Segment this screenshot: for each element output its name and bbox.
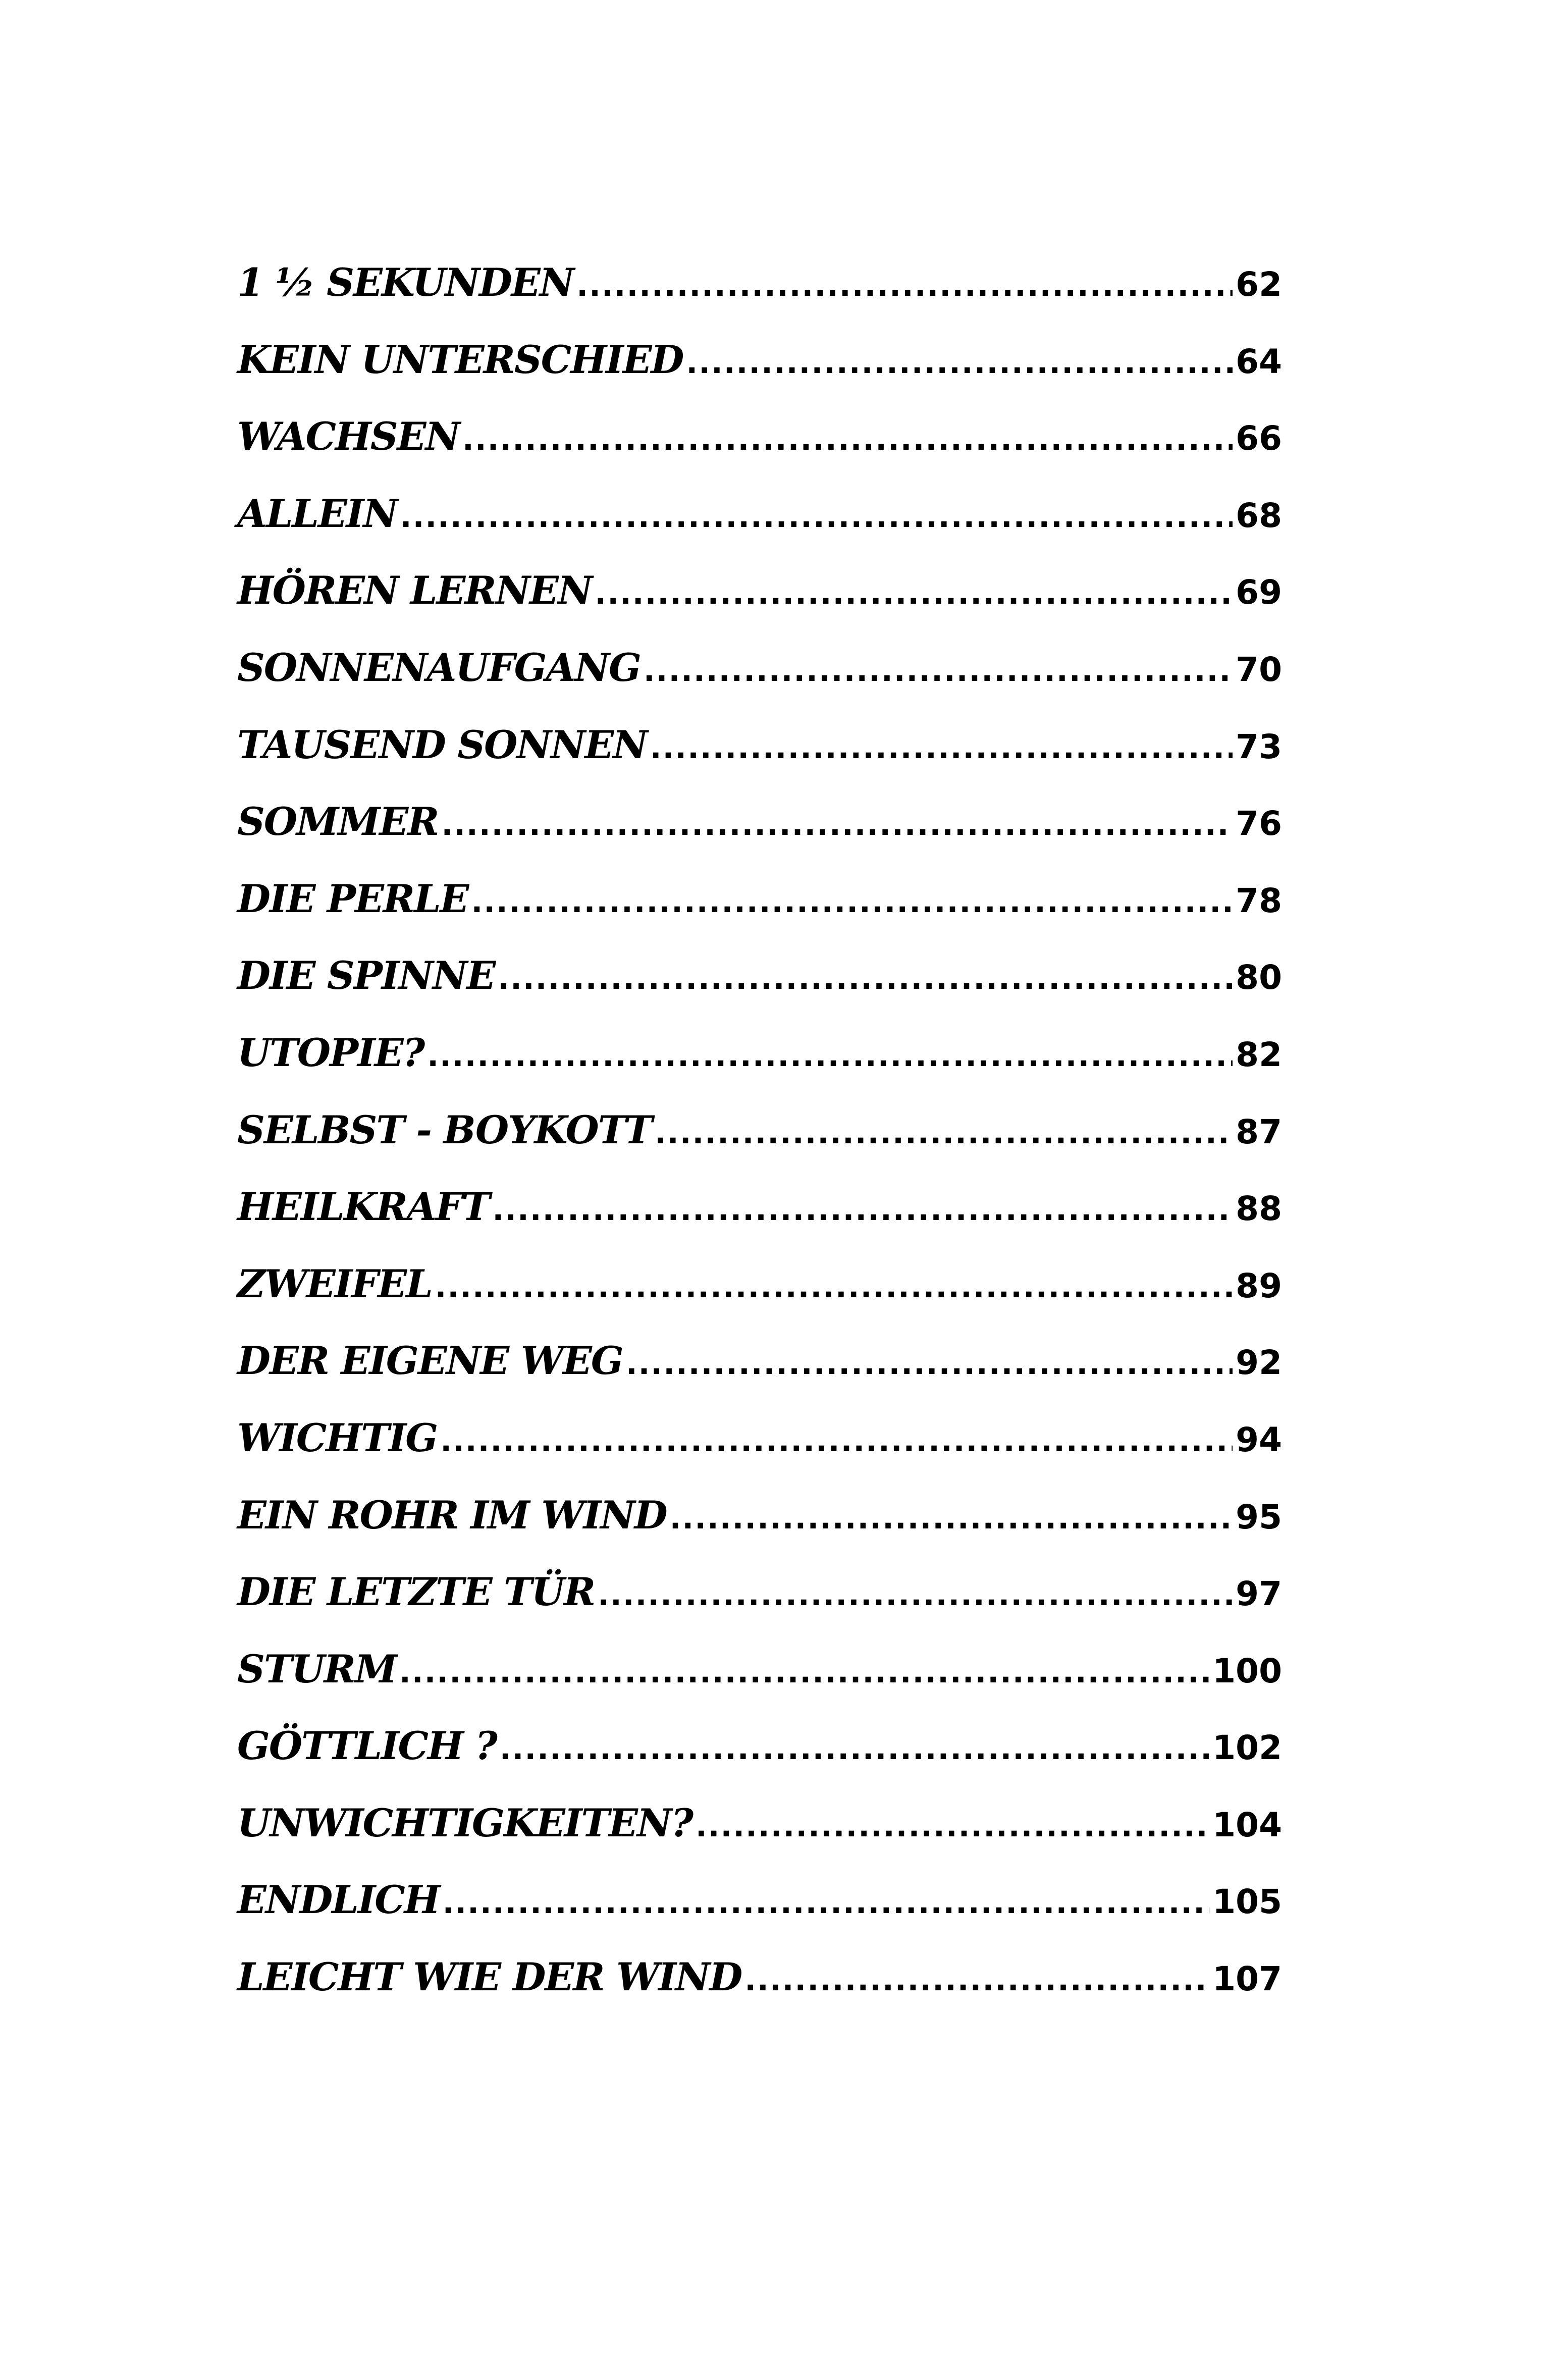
toc-entry[interactable] bbox=[237, 1415, 1282, 1493]
toc-dot-leader bbox=[696, 1809, 1209, 1844]
toc-dot-leader bbox=[441, 807, 1233, 842]
toc-entry[interactable] bbox=[237, 953, 1282, 1030]
table-of-contents bbox=[237, 260, 1282, 2032]
toc-entry-page-number: 89 bbox=[1236, 1266, 1282, 1305]
toc-dot-leader bbox=[686, 345, 1233, 381]
toc-entry-title: UNWICHTIGKEITEN? bbox=[237, 1800, 692, 1845]
toc-entry-page-number: 95 bbox=[1236, 1497, 1282, 1537]
toc-entry-title: EIN ROHR IM WIND bbox=[237, 1492, 667, 1538]
toc-entry-title: ZWEIFEL bbox=[237, 1261, 432, 1306]
toc-entry-page-number: 62 bbox=[1236, 265, 1282, 304]
toc-entry-title: STURM bbox=[237, 1646, 397, 1691]
toc-dot-leader bbox=[427, 1038, 1233, 1074]
toc-dot-leader bbox=[435, 1270, 1233, 1305]
toc-entry-page-number: 68 bbox=[1236, 496, 1282, 535]
toc-entry[interactable] bbox=[237, 1954, 1282, 2032]
toc-entry[interactable] bbox=[237, 337, 1282, 414]
toc-entry[interactable] bbox=[237, 1493, 1282, 1570]
toc-entry[interactable] bbox=[237, 260, 1282, 337]
toc-dot-leader bbox=[650, 730, 1233, 766]
toc-entry-title: 1 ½ SEKUNDEN bbox=[237, 260, 574, 305]
toc-entry[interactable] bbox=[237, 645, 1282, 722]
toc-entry-page-number: 70 bbox=[1236, 650, 1282, 689]
toc-entry[interactable] bbox=[237, 1569, 1282, 1647]
toc-entry[interactable] bbox=[237, 1184, 1282, 1261]
toc-dot-leader bbox=[744, 1963, 1209, 1998]
toc-entry-page-number: 102 bbox=[1212, 1728, 1282, 1768]
toc-entry-page-number: 80 bbox=[1236, 958, 1282, 997]
toc-entry-page-number: 66 bbox=[1236, 419, 1282, 458]
toc-entry-title: KEIN UNTERSCHIED bbox=[237, 337, 683, 382]
toc-entry-title: WACHSEN bbox=[237, 414, 460, 459]
toc-entry[interactable] bbox=[237, 1723, 1282, 1801]
toc-entry[interactable] bbox=[237, 414, 1282, 491]
toc-dot-leader bbox=[576, 268, 1233, 303]
toc-entry[interactable] bbox=[237, 1877, 1282, 1954]
toc-entry-title: DIE PERLE bbox=[237, 876, 468, 921]
toc-entry-page-number: 87 bbox=[1236, 1112, 1282, 1151]
toc-entry-page-number: 64 bbox=[1236, 342, 1282, 381]
toc-entry[interactable] bbox=[237, 1338, 1282, 1415]
toc-dot-leader bbox=[598, 1577, 1233, 1613]
toc-entry-page-number: 104 bbox=[1212, 1805, 1282, 1844]
toc-entry-title: SELBST - BOYKOTT bbox=[237, 1107, 652, 1152]
toc-dot-leader bbox=[492, 1192, 1233, 1228]
toc-entry-page-number: 107 bbox=[1212, 1960, 1282, 1999]
toc-entry-page-number: 92 bbox=[1236, 1343, 1282, 1383]
toc-entry-title: WICHTIG bbox=[237, 1415, 438, 1460]
toc-dot-leader bbox=[670, 1501, 1233, 1536]
toc-entry-title: DIE LETZTE TÜR bbox=[237, 1569, 595, 1615]
toc-dot-leader bbox=[443, 1885, 1210, 1921]
toc-entry[interactable] bbox=[237, 568, 1282, 645]
toc-entry-title: ALLEIN bbox=[237, 491, 397, 536]
toc-entry-page-number: 76 bbox=[1236, 804, 1282, 843]
toc-entry[interactable] bbox=[237, 1030, 1282, 1107]
toc-entry[interactable] bbox=[237, 876, 1282, 954]
toc-entry-title: GÖTTLICH ? bbox=[237, 1723, 497, 1769]
toc-entry[interactable] bbox=[237, 1647, 1282, 1724]
toc-dot-leader bbox=[626, 1346, 1233, 1382]
toc-dot-leader bbox=[462, 422, 1233, 457]
toc-entry-title: HEILKRAFT bbox=[237, 1184, 490, 1230]
toc-entry-title: LEICHT WIE DER WIND bbox=[237, 1954, 742, 2000]
toc-entry-page-number: 94 bbox=[1236, 1420, 1282, 1459]
toc-dot-leader bbox=[399, 1655, 1209, 1690]
toc-dot-leader bbox=[500, 1731, 1209, 1767]
toc-dot-leader bbox=[595, 576, 1233, 611]
toc-entry[interactable] bbox=[237, 491, 1282, 568]
toc-entry-page-number: 73 bbox=[1236, 727, 1282, 766]
toc-entry-title: UTOPIE? bbox=[237, 1030, 424, 1075]
toc-entry-page-number: 78 bbox=[1236, 881, 1282, 920]
toc-entry-page-number: 88 bbox=[1236, 1189, 1282, 1229]
toc-entry[interactable] bbox=[237, 1107, 1282, 1185]
toc-entry-title: DIE SPINNE bbox=[237, 953, 495, 998]
toc-entry[interactable] bbox=[237, 1801, 1282, 1878]
toc-entry-title: HÖREN LERNEN bbox=[237, 568, 592, 613]
toc-entry-page-number: 100 bbox=[1212, 1651, 1282, 1690]
toc-entry-page-number: 97 bbox=[1236, 1574, 1282, 1614]
toc-entry-title: SOMMER bbox=[237, 799, 439, 844]
toc-entry[interactable] bbox=[237, 799, 1282, 876]
toc-entry-title: TAUSEND SONNEN bbox=[237, 722, 647, 767]
toc-dot-leader bbox=[400, 499, 1233, 535]
toc-entry[interactable] bbox=[237, 1261, 1282, 1339]
toc-dot-leader bbox=[655, 1116, 1233, 1151]
toc-entry-page-number: 105 bbox=[1212, 1882, 1282, 1922]
toc-entry-title: SONNENAUFGANG bbox=[237, 645, 640, 690]
toc-entry-title: DER EIGENE WEG bbox=[237, 1338, 623, 1384]
toc-dot-leader bbox=[644, 653, 1233, 689]
toc-dot-leader bbox=[498, 961, 1233, 996]
toc-entry-title: ENDLICH bbox=[237, 1877, 440, 1923]
toc-entry-page-number: 82 bbox=[1236, 1035, 1282, 1074]
toc-dot-leader bbox=[440, 1423, 1233, 1459]
toc-dot-leader bbox=[471, 884, 1233, 920]
toc-entry[interactable] bbox=[237, 722, 1282, 800]
toc-entry-page-number: 69 bbox=[1236, 573, 1282, 612]
